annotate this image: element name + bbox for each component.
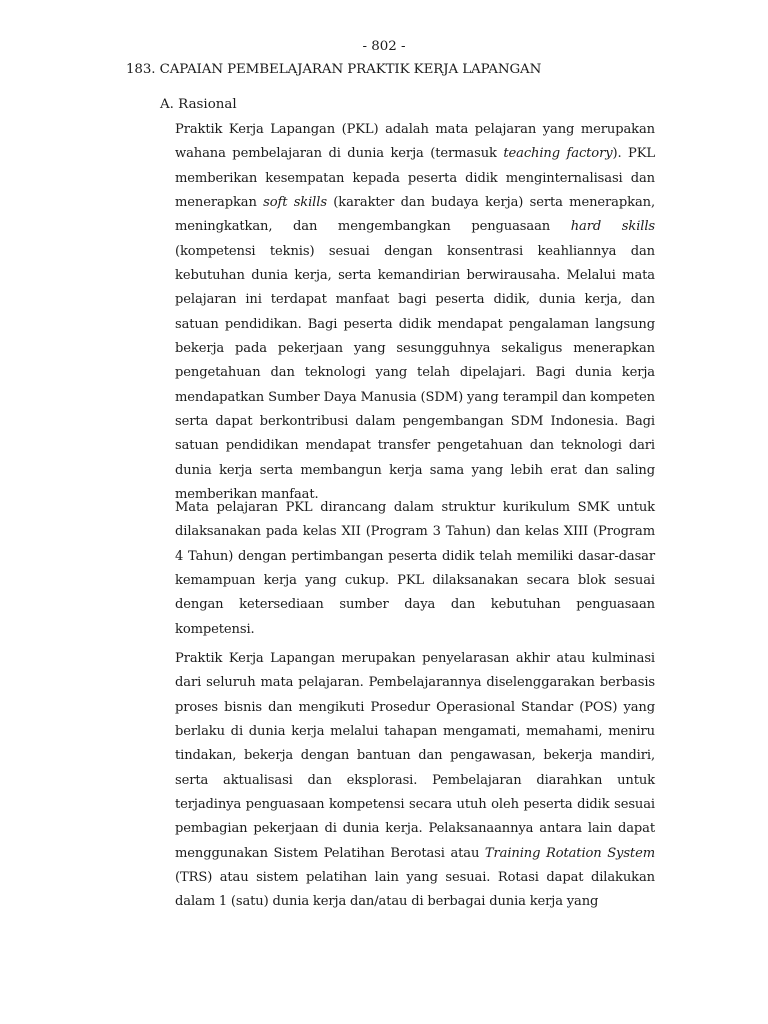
page-number: - 802 - <box>362 39 406 54</box>
paragraph-text: Praktik Kerja Lapangan merupakan penyelarasan akhir atau kulminasi dari seluruh mata pelajaran. Pembelajarannya diselenggarakan berbasis proses bisnis dan mengikuti Prosedur Operasional Standar (POS) yang berlaku di dunia kerja melalui tahapan mengamati, memahami, meniru tindakan, bekerja dengan bantuan dan pengawasan, bekerja mandiri, serta aktualisasi dan eksplorasi. Pembelajaran diarahkan untuk terjadinya penguasaan kompetensi secara utuh oleh peserta didik sesuai pembagian pekerjaan di dunia kerja. Pelaksanaannya antara lain dapat menggunakan Sistem Pelatihan Berotasi atau <box>175 651 655 861</box>
italic-term: hard skills <box>570 219 655 235</box>
paragraph-text: Mata pelajaran PKL dirancang dalam struktur kurikulum SMK untuk dilaksanakan pada kelas XII (Program 3 Tahun) dan kelas XIII (Program 4 Tahun) dengan pertimbangan peserta didik telah memiliki dasar-dasar kemampuan kerja yang cukup. PKL dilaksanakan secara blok sesuai dengan ketersediaan sumber daya dan kebutuhan penguasaan kompetensi. <box>175 500 655 637</box>
paragraph-rasional-2 <box>175 496 655 642</box>
italic-term: teaching factory <box>503 146 613 162</box>
paragraph-text: (TRS) atau sistem pelatihan lain yang sesuai. Rotasi dapat dilakukan dalam 1 (satu) dunia kerja dan/atau di berbagai dunia kerja yang <box>175 870 655 910</box>
paragraph-rasional-3 <box>175 647 655 915</box>
paragraph-text: (kompetensi teknis) sesuai dengan konsentrasi keahliannya dan kebutuhan dunia kerja, serta kemandirian berwirausaha. Melalui mata pelajaran ini terdapat manfaat bagi peserta didik, dunia kerja, dan satuan pendidikan. Bagi peserta didik mendapat pengalaman langsung bekerja pada pekerjaan yang sesungguhnya sekaligus menerapkan pengetahuan dan teknologi yang telah dipelajari. Bagi dunia kerja mendapatkan Sumber Daya Manusia (SDM) yang terampil dan kompeten serta dapat berkontribusi dalam pengembangan SDM Indonesia. Bagi satuan pendidikan mendapat transfer pengetahuan dan teknologi dari dunia kerja serta membangun kerja sama yang lebih erat dan saling memberikan manfaat. <box>175 243 655 503</box>
paragraph-rasional-1 <box>175 118 655 508</box>
subsection-heading: A. Rasional <box>160 97 237 112</box>
section-heading <box>126 61 541 79</box>
paragraph-text: ). PKL memberikan kesempatan kepada peserta didik menginternalisasi dan menerapkan <box>175 146 655 211</box>
italic-term: Training Rotation System <box>484 845 656 861</box>
paragraph-text: (karakter dan budaya kerja) serta menerapkan, meningkatkan, dan mengembangkan penguasaan <box>175 195 655 235</box>
section-number: 183. <box>126 62 156 77</box>
paragraph-text: Praktik Kerja Lapangan (PKL) adalah mata pelajaran yang merupakan wahana pembelajaran di dunia kerja (termasuk <box>175 122 655 162</box>
section-title: CAPAIAN PEMBELAJARAN PRAKTIK KERJA LAPANGAN <box>159 62 542 77</box>
italic-term: soft skills <box>263 195 327 211</box>
